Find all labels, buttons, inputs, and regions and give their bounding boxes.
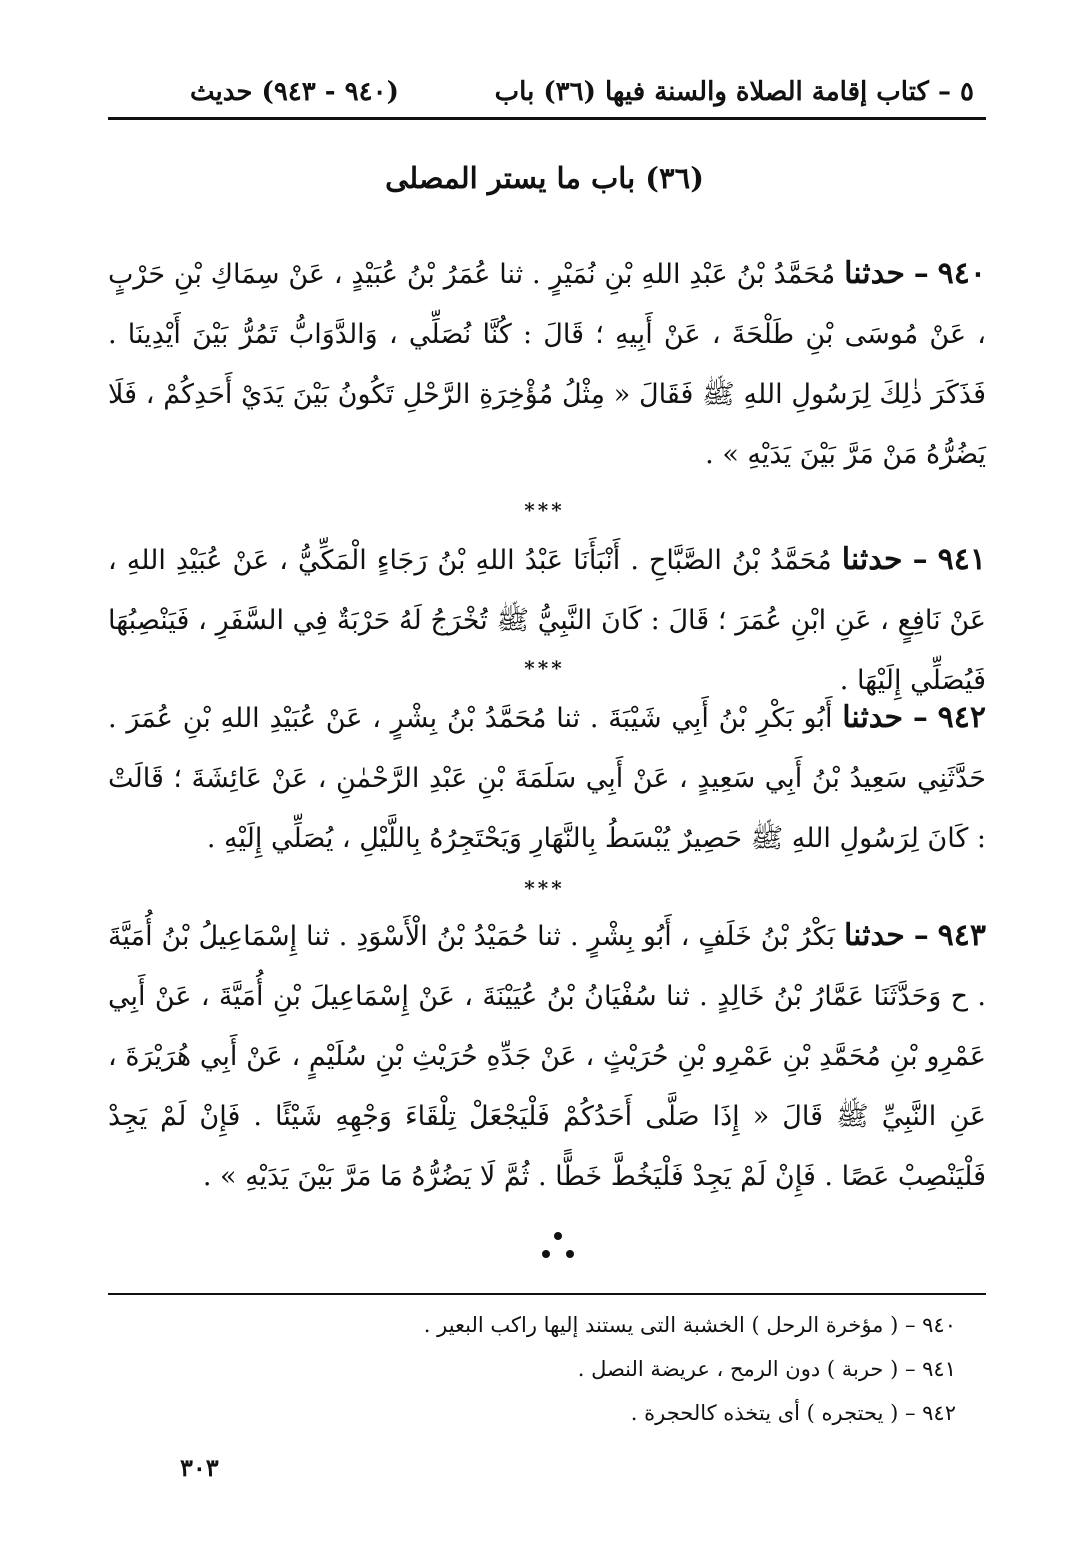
hadith-body: مُحَمَّدُ بْنُ الصَّبَّاحِ . أَنْبَأَنَا عَبْدُ اللهِ بْنُ رَجَاءٍ الْمَكِّيُّ ، عَنْ عُبَيْدِ اللهِ ، عَنْ نَافِعٍ ، عَنِ ابْنِ عُمَرَ ؛ قَالَ : كَانَ النَّبِيُّ ﷺ تُخْرَجُ لَهُ حَرْبَةٌ فِي السَّفَرِ ، فَيَنْصِبُهَا فَيُصَلِّي إِلَيْهَا . (108, 545, 986, 696)
hadith-dash: – (912, 542, 928, 577)
hadith-number: ٩٤٣ (937, 918, 986, 953)
hadith-opening-word: حدثنا (844, 256, 905, 291)
header-rule (108, 117, 986, 120)
hadith-number: ٩٤١ (937, 542, 986, 577)
footnote-941 (108, 1347, 986, 1391)
footnote-number: ٩٤٠ (922, 1313, 956, 1337)
hadith-opening-word: حدثنا (842, 700, 904, 735)
hadith-body: بَكْرُ بْنُ خَلَفٍ ، أَبُو بِشْرٍ . ثنا حُمَيْدُ بْنُ الْأَسْوَدِ . ثنا إِسْمَاعِيلُ بْنُ أُمَيَّةَ . ح وَحَدَّثَنَا عَمَّارُ بْنُ خَالِدٍ . ثنا سُفْيَانُ بْنُ عُيَيْنَةَ ، عَنْ إِسْمَاعِيلَ بْنِ أُمَيَّةَ ، عَنْ أَبِي عَمْرِو بْنِ مُحَمَّدِ بْنِ عَمْرِو بْنِ حُرَيْثٍ ، عَنْ جَدِّهِ حُرَيْثِ بْنِ سُلَيْمٍ ، عَنْ أَبِي هُرَيْرَةَ ، عَنِ النَّبِيِّ ﷺ قَالَ « إِذَا صَلَّى أَحَدُكُمْ فَلْيَجْعَلْ تِلْقَاءَ وَجْهِهِ شَيْئًا . فَإِنْ لَمْ يَجِدْ فَلْيَنْصِبْ عَصًا . فَإِنْ لَمْ يَجِدْ فَلْيَخُطَّ خَطًّا . ثُمَّ لَا يَضُرُّهُ مَا مَرَّ بَيْنَ يَدَيْهِ » . (108, 921, 986, 1192)
hadith-941 (108, 530, 986, 711)
hadith-body: مُحَمَّدُ بْنُ عَبْدِ اللهِ بْنِ نُمَيْرٍ . ثنا عُمَرُ بْنُ عُبَيْدٍ ، عَنْ سِمَاكِ بْنِ حَرْبٍ ، عَنْ مُوسَى بْنِ طَلْحَةَ ، عَنْ أَبِيهِ ؛ قَالَ : كُنَّا نُصَلِّي ، وَالدَّوَابُّ تَمُرُّ بَيْنَ أَيْدِينَا . فَذَكَرَ ذٰلِكَ لِرَسُولِ اللهِ ﷺ فَقَالَ « مِثْلُ مُؤْخِرَةِ الرَّحْلِ تَكُونُ بَيْنَ يَدَيْ أَحَدِكُمْ ، فَلَا يَضُرُّهُ مَنْ مَرَّ بَيْنَ يَدَيْهِ » . (108, 259, 986, 470)
hadith-opening-word: حدثنا (841, 542, 903, 577)
separator-stars: *** (524, 656, 565, 680)
hadith-dash: – (913, 256, 929, 291)
hadith-940 (108, 244, 986, 485)
footnote-number: ٩٤٢ (922, 1401, 956, 1425)
footnotes (108, 1303, 986, 1435)
footnote-942 (108, 1391, 986, 1435)
hadith-body: أَبُو بَكْرِ بْنُ أَبِي شَيْبَةَ . ثنا مُحَمَّدُ بْنُ بِشْرٍ ، عَنْ عُبَيْدِ اللهِ بْنِ عُمَرَ . حَدَّثَنِي سَعِيدُ بْنُ أَبِي سَعِيدٍ ، عَنْ أَبِي سَلَمَةَ بْنِ عَبْدِ الرَّحْمٰنِ ، عَنْ عَائِشَةَ ؛ قَالَتْ : كَانَ لِرَسُولِ اللهِ ﷺ حَصِيرٌ يُبْسَطُ بِالنَّهَارِ وَيَحْتَجِرُهُ بِاللَّيْلِ ، يُصَلِّي إِلَيْهِ . (108, 703, 986, 854)
hadith-number: ٩٤٠ (937, 256, 986, 291)
separator-stars: *** (524, 876, 565, 900)
hadith-dash: – (913, 918, 929, 953)
footnote-number: ٩٤١ (922, 1357, 956, 1381)
footnote-rule (108, 1293, 986, 1295)
footnote-940 (108, 1303, 986, 1347)
chapter-title: (٣٦) باب ما يستر المصلى (385, 161, 704, 195)
header-hadith-range: (٩٤٠ - ٩٤٣) حديث (190, 77, 399, 107)
footnote-text: – ( يحتجره ) أى يتخذه كالحجرة . (630, 1401, 916, 1425)
hadith-opening-word: حدثنا (843, 918, 905, 953)
page-number: ٣٠٣ (180, 1453, 219, 1482)
hadith-dash: – (912, 700, 928, 735)
hadith-942 (108, 688, 986, 869)
hadith-943 (108, 906, 986, 1207)
running-header (115, 72, 974, 112)
hadith-number: ٩٤٢ (937, 700, 986, 735)
footnote-text: – ( مؤخرة الرحل ) الخشبة التى يستند إليها راكب البعير . (423, 1313, 916, 1337)
section-end-ornament (530, 1228, 586, 1264)
footnote-text: – ( حربة ) دون الرمح ، عريضة النصل . (577, 1357, 916, 1381)
header-book-section: ٥ – كتاب إقامة الصلاة والسنة فيها (٣٦) باب (494, 77, 974, 107)
separator-stars: *** (524, 498, 565, 522)
